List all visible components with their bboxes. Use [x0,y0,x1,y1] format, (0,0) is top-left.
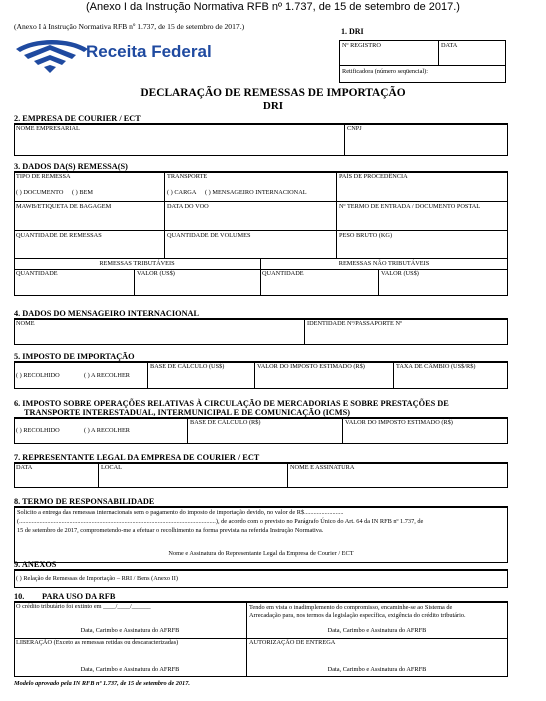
section-8-title: 8. TERMO DE RESPONSABILIDADE [14,497,155,506]
page-subtitle: DRI [262,100,284,112]
icms-a-recolher-checkbox[interactable]: ( ) A RECOLHER [84,427,131,434]
autorizacao-assinatura: Data, Carimbo e Assinatura do AFRFB [327,666,427,673]
ii-recolhido-checkbox[interactable]: ( ) RECOLHIDO [16,372,60,379]
bem-checkbox[interactable]: ( ) BEM [72,189,93,196]
section-9-title: 9. ANEXOS [14,560,57,569]
section-10-title: PARA USO DA RFB [42,592,116,601]
logo-text: Receita Federal [86,42,212,61]
data-voo-label: DATA DO VOO [167,203,209,210]
tipo-remessa-label: TIPO DE REMESSA [16,173,71,180]
anexo-rri-checkbox[interactable]: ( ) Relação de Remessas de Importação – RRI / Bens (Anexo II) [16,575,178,582]
rep-data-label: DATA [16,464,33,471]
icms-base-label: BASE DE CÁLCULO (R$) [190,419,261,426]
ii-valor-label: VALOR DO IMPOSTO ESTIMADO (R$) [257,363,365,370]
retificadora-label: Retificadora (número seqüencial): [342,68,429,75]
footer-note: Modelo aprovado pela IN RFB nº 1.737, de 15 de setembro de 2017. [14,680,190,687]
peso-label: PESO BRUTO (KG) [339,232,393,239]
trib-quantidade-label: QUANTIDADE [16,270,58,277]
section-3-title: 3. DADOS DA(S) REMESSA(S) [14,162,128,171]
section-6-title-2: TRANSPORTE INTERESTADUAL, INTERMUNICIPAL E DE COMUNICAÇÃO (ICMS) [24,408,351,417]
identidade-label: IDENTIDADE Nº/PASSAPORTE Nº [307,320,402,327]
section-6-title-1: 6. IMPOSTO SOBRE OPERAÇÕES RELATIVAS À CIRCULAÇÃO DE MERCADORIAS E SOBRE PRESTAÇÕES DE [14,399,449,408]
ii-a-recolher-checkbox[interactable]: ( ) A RECOLHER [84,372,131,379]
autorizacao-label: AUTORIZAÇÃO DE ENTREGA [249,639,336,646]
documento-checkbox[interactable]: ( ) DOCUMENTO [16,189,64,196]
icms-valor-label: VALOR DO IMPOSTO ESTIMADO (R$) [345,419,453,426]
pais-label: PAÍS DE PROCEDÊNCIA [339,173,408,180]
carga-checkbox[interactable]: ( ) CARGA [167,189,197,196]
nome-empresarial-label: NOME EMPRESARIAL [16,125,80,132]
termo-entrada-label: Nº TERMO DE ENTRADA / DOCUMENTO POSTAL [339,203,481,210]
ii-base-label: BASE DE CÁLCULO (US$) [150,363,225,370]
mensageiro-checkbox[interactable]: ( ) MENSAGEIRO INTERNACIONAL [205,189,307,196]
qtd-volumes-label: QUANTIDADE DE VOLUMES [167,232,251,239]
credito-label: O crédito tributário foi extinto em ____/____/______ [16,603,151,610]
tributaveis-header: REMESSAS TRIBUTÁVEIS [99,260,175,267]
receita-federal-logo [14,35,90,80]
registro-label: Nº REGISTRO [342,42,381,49]
inadimplemento-assinatura: Data, Carimbo e Assinatura do AFRFB [327,627,427,634]
section-7-box [14,463,508,488]
section-7-title: 7. REPRESENTANTE LEGAL DA EMPRESA DE COURIER / ECT [14,453,260,462]
qtd-remessas-label: QUANTIDADE DE REMESSAS [16,232,102,239]
nao-tributaveis-header: REMESSAS NÃO TRIBUTÁVEIS [338,260,430,267]
mensageiro-nome-label: NOME [16,320,35,327]
section-4-box [14,319,508,345]
mawb-label: MAWB/ETIQUETA DE BAGAGEM [16,203,112,210]
dri-box-title: 1. DRI [341,27,364,36]
section-5-title: 5. IMPOSTO DE IMPORTAÇÃO [14,352,135,361]
section-4-title: 4. DADOS DO MENSAGEIRO INTERNACIONAL [14,309,200,318]
nao-trib-quantidade-label: QUANTIDADE [262,270,304,277]
termo-line-1: Solicito a entrega das remessas internacionais sem o pagamento do imposto de importação devido, no valor de R$......................... [17,509,344,516]
page-title: DECLARAÇÃO DE REMESSAS DE IMPORTAÇÃO [140,87,406,99]
transporte-label: TRANSPORTE [167,173,208,180]
cnpj-label: CNPJ [347,125,362,132]
ii-taxa-label: TAXA DE CÂMBIO (US$/R$) [396,363,476,370]
rep-local-label: LOCAL [101,464,122,471]
inadimplemento-line-1: Tendo em vista o inadimplemento do compromisso, encaminhe-se ao Sistema de [249,604,453,611]
section-10-number: 10. [14,592,25,601]
section-2-title: 2. EMPRESA DE COURIER / ECT [14,114,141,123]
credito-assinatura: Data, Carimbo e Assinatura do AFRFB [80,627,180,634]
liberacao-assinatura: Data, Carimbo e Assinatura do AFRFB [80,666,180,673]
liberacao-label: LIBERAÇÃO (Exceto as remessas retidas ou descaracterizadas) [16,639,179,646]
inadimplemento-line-2: Arrecadação para, nos termos da legislação específica, exigência do crédito tributário. [249,612,466,619]
receita-logo-icon [14,35,90,75]
nao-trib-valor-label: VALOR (US$) [381,270,419,277]
data-label: DATA [441,42,458,49]
termo-signature: Nome e Assinatura do Representante Legal da Empresa de Courier / ECT [168,550,354,557]
section-2-box [14,124,508,156]
termo-line-2: (.............................................................................................................................), de acordo com o previsto no Parágrafo Único do Art. 64 da IN RFB nº 1.737, de [17,518,424,525]
trib-valor-label: VALOR (US$) [137,270,175,277]
termo-line-3: 15 de setembro de 2017, comprometendo-me a efetuar o recolhimento na forma prevista na referida Instrução Normativa. [17,527,324,534]
rep-nome-label: NOME E ASSINATURA [290,464,355,471]
annex-header: (Anexo I da Instrução Normativa RFB nº 1.737, de 15 de setembro de 2017.) [86,1,460,13]
icms-recolhido-checkbox[interactable]: ( ) RECOLHIDO [16,427,60,434]
annex-subheader: (Anexo I à Instrução Normativa RFB nº 1.737, de 15 de setembro de 2017.) [14,22,245,31]
